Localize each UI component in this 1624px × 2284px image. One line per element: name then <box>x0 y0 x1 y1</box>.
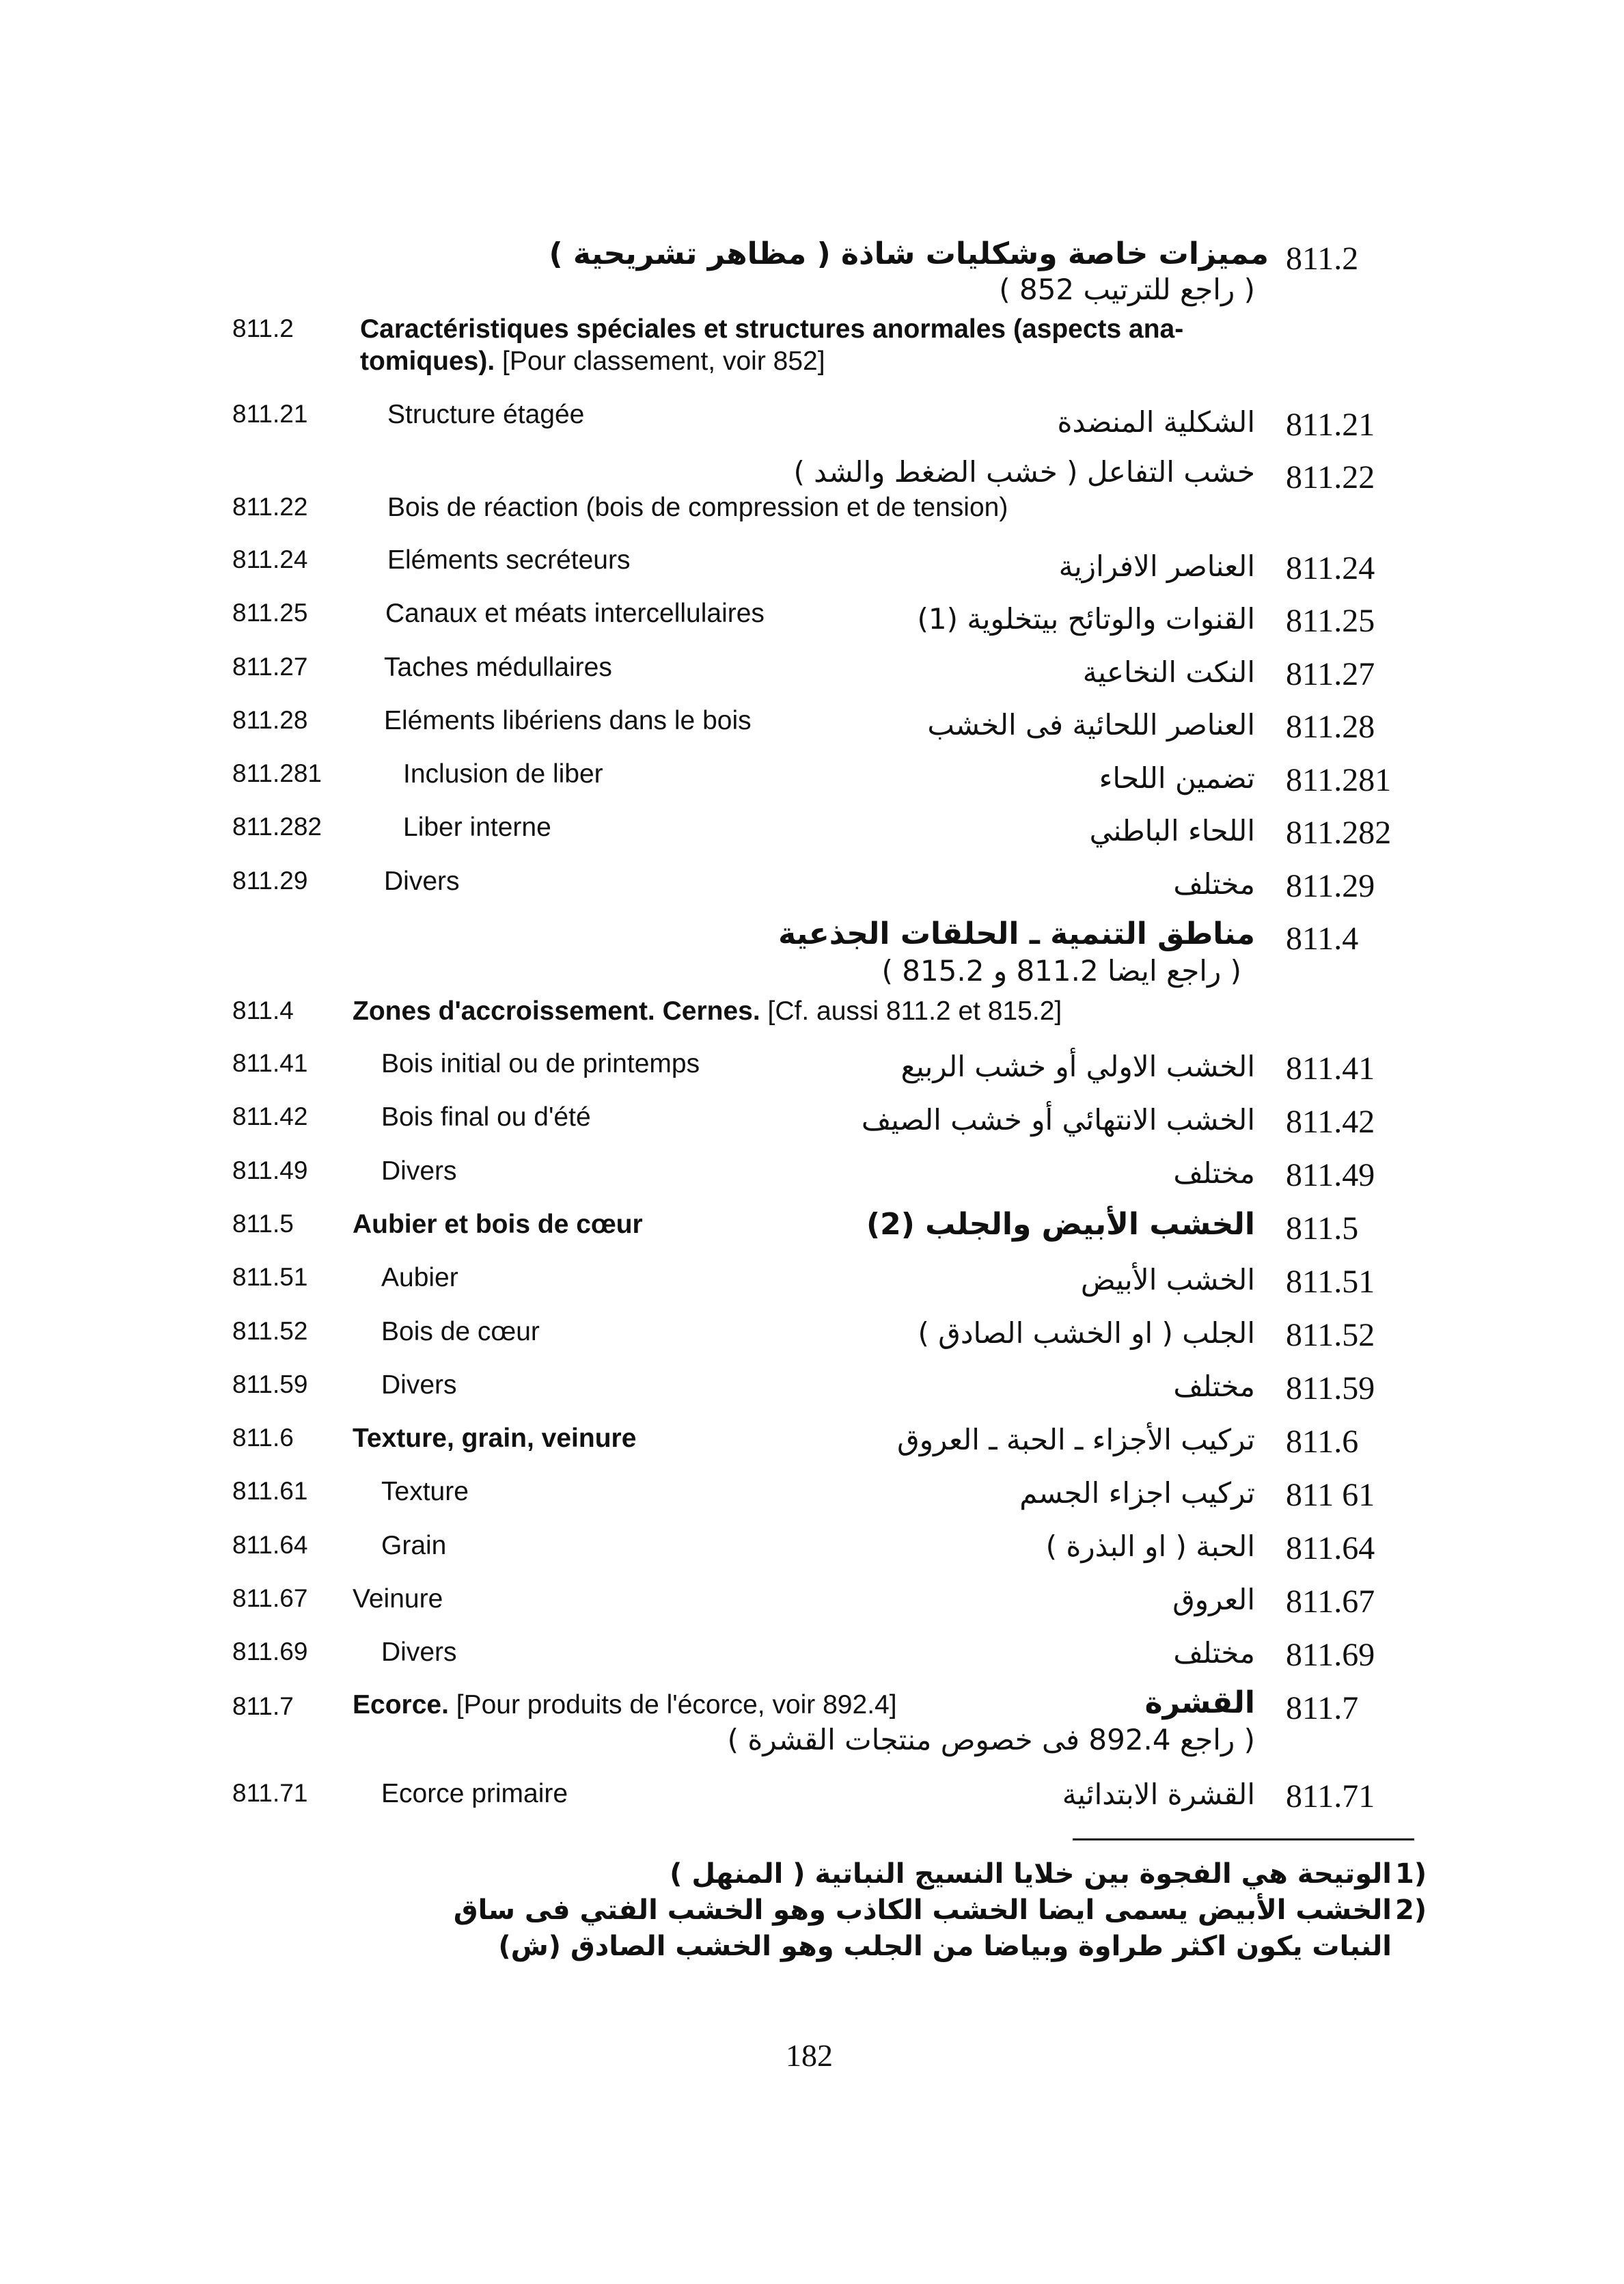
fr-entry-label: Inclusion de liber <box>403 759 603 789</box>
ar-entry-number: 811.24 <box>1286 550 1375 586</box>
ar-entry-number: 811 61 <box>1286 1477 1375 1513</box>
ar-entry-number: 811.25 <box>1286 603 1375 639</box>
ar-entry-number: 811.281 <box>1286 762 1392 798</box>
ar-reference: ( راجع 892.4 فى خصوص منتجات القشرة ) <box>727 1723 1255 1756</box>
fr-section-title: Caractéristiques spéciales et structures anormales (aspects ana- <box>360 314 1184 344</box>
ar-entry-label: الجلب ( او الخشب الصادق ) <box>918 1316 1255 1350</box>
fr-entry-number: 811.59 <box>232 1370 308 1398</box>
footnote-text: الوتيحة هي الفجوة بين خلايا النسيج النباتية ( المنهل ) <box>670 1858 1392 1890</box>
page-number: 182 <box>786 2038 833 2073</box>
fr-entry-number: 811.21 <box>232 400 308 428</box>
fr-section-title: Aubier et bois de cœur <box>353 1210 643 1239</box>
fr-section-title: Ecorce. [Pour produits de l'écorce, voir 892.4] <box>353 1690 897 1719</box>
fr-section-number: 811.2 <box>232 314 294 342</box>
ar-section-number: 811.6 <box>1286 1424 1359 1460</box>
fr-section-number: 811.4 <box>232 996 294 1024</box>
ar-entry-number: 811.27 <box>1286 656 1375 692</box>
ar-entry-label: مختلف <box>1173 867 1255 901</box>
ar-entry-label: اللحاء الباطني <box>1089 814 1255 847</box>
ar-entry-label: العناصر اللحائية فى الخشب <box>927 708 1255 742</box>
fr-entry-label: Grain <box>381 1531 447 1560</box>
fr-entry-label: Bois initial ou de printemps <box>381 1049 700 1078</box>
ar-entry-number: 811.64 <box>1286 1530 1375 1566</box>
fr-entry-label: Canaux et méats intercellulaires <box>385 599 765 628</box>
ar-entry-number: 811.28 <box>1286 709 1375 745</box>
ar-entry-number: 811.21 <box>1286 407 1375 443</box>
ar-entry-number: 811.67 <box>1286 1583 1375 1620</box>
ar-section-title: مميزات خاصة وشكليات شاذة ( مظاهر تشريحية ) <box>549 236 1269 271</box>
fr-entry-label: Bois de réaction (bois de compression et de tension) <box>387 493 1008 522</box>
fr-entry-label: Liber interne <box>403 813 551 842</box>
fr-entry-label: Taches médullaires <box>384 653 612 682</box>
fr-section-number: 811.7 <box>232 1692 294 1720</box>
fr-entry-number: 811.52 <box>232 1317 308 1345</box>
ar-entry-number: 811.22 <box>1286 459 1375 495</box>
ar-entry-label: العناصر الافرازية <box>1058 549 1255 583</box>
fr-entry-label: Texture <box>381 1477 469 1506</box>
fr-entry-number: 811.24 <box>232 545 308 573</box>
fr-entry-label: Eléments libériens dans le bois <box>384 706 752 735</box>
ar-entry-number: 811.41 <box>1286 1050 1375 1087</box>
fr-entry-number: 811.69 <box>232 1637 308 1666</box>
footnote-text: النبات يكون اكثر طراوة وبياضا من الجلب وهو الخشب الصادق (ش) <box>498 1931 1392 1962</box>
fr-entry-number: 811.61 <box>232 1477 308 1505</box>
footnote-number: (1 <box>1395 1858 1427 1890</box>
fr-entry-label: Divers <box>384 867 460 896</box>
fr-section-title-continued: tomiques). [Pour classement, voir 852] <box>360 346 825 376</box>
ar-section-number: 811.2 <box>1286 241 1359 277</box>
fr-entry-number: 811.41 <box>232 1049 308 1077</box>
fr-entry-label: Divers <box>381 1637 457 1667</box>
fr-entry-number: 811.29 <box>232 867 308 895</box>
fr-entry-label: Divers <box>381 1156 457 1186</box>
ar-section-title: تركيب الأجزاء ـ الحبة ـ العروق <box>897 1423 1255 1456</box>
ar-entry-number: 811.29 <box>1286 868 1375 904</box>
footnote-separator <box>1073 1838 1414 1840</box>
ar-entry-label: العروق <box>1172 1583 1255 1616</box>
fr-section-title: Zones d'accroissement. Cernes. [Cf. aussi 811.2 et 815.2] <box>353 996 1062 1026</box>
fr-entry-number: 811.71 <box>232 1779 308 1807</box>
ar-entry-label: تضمين اللحاء <box>1099 761 1255 795</box>
ar-section-number: 811.7 <box>1286 1690 1359 1726</box>
ar-entry-label: مختلف <box>1173 1156 1255 1190</box>
ar-reference: ( راجع للترتيب 852 ) <box>999 273 1255 306</box>
ar-entry-number: 811.52 <box>1286 1317 1375 1353</box>
ar-entry-label: الشكلية المنضدة <box>1057 405 1255 439</box>
fr-entry-number: 811.282 <box>232 813 322 841</box>
fr-entry-number: 811.28 <box>232 706 308 734</box>
ar-entry-label: الخشب الأبيض <box>1080 1263 1255 1296</box>
fr-entry-label: Veinure <box>353 1584 443 1614</box>
ar-entry-number: 811.42 <box>1286 1104 1375 1140</box>
ar-entry-number: 811.69 <box>1286 1637 1375 1673</box>
ar-reference: ( راجع ايضا 811.2 و 815.2 ) <box>881 954 1241 988</box>
fr-section-number: 811.6 <box>232 1424 294 1452</box>
fr-entry-label: Bois de cœur <box>381 1317 540 1346</box>
ar-entry-number: 811.49 <box>1286 1157 1375 1193</box>
fr-entry-number: 811.27 <box>232 653 308 681</box>
fr-entry-number: 811.49 <box>232 1156 308 1184</box>
ar-entry-label: الخشب الانتهائي أو خشب الصيف <box>861 1103 1255 1137</box>
ar-section-title: مناطق التنمية ـ الحلقات الجذعية <box>778 916 1255 951</box>
ar-section-number: 811.5 <box>1286 1210 1359 1247</box>
ar-entry-label: مختلف <box>1173 1636 1255 1670</box>
fr-entry-label: Divers <box>381 1370 457 1400</box>
ar-entry-label: القشرة الابتدائية <box>1062 1778 1255 1811</box>
ar-entry-number: 811.282 <box>1286 815 1392 851</box>
fr-entry-label: Ecorce primaire <box>381 1779 568 1808</box>
footnote-text: الخشب الأبيض يسمى ايضا الخشب الكاذب وهو الخشب الفتي فى ساق <box>453 1894 1392 1926</box>
fr-entry-number: 811.42 <box>232 1102 308 1130</box>
ar-section-title: القشرة <box>1144 1685 1255 1720</box>
ar-entry-label: خشب التفاعل ( خشب الضغط والشد ) <box>793 455 1255 489</box>
ar-entry-label: القنوات والوتائح بيتخلوية (1) <box>917 602 1255 636</box>
ar-entry-label: تركيب اجزاء الجسم <box>1019 1476 1255 1510</box>
ar-entry-label: النكت النخاعية <box>1082 655 1255 689</box>
fr-entry-label: Structure étagée <box>387 400 585 429</box>
fr-entry-number: 811.25 <box>232 599 308 627</box>
ar-entry-number: 811.59 <box>1286 1370 1375 1406</box>
fr-entry-label: Aubier <box>381 1263 458 1292</box>
fr-entry-number: 811.281 <box>232 759 322 787</box>
ar-entry-number: 811.71 <box>1286 1778 1375 1814</box>
footnote-number: (2 <box>1395 1894 1427 1926</box>
ar-entry-label: مختلف <box>1173 1370 1255 1403</box>
fr-entry-label: Bois final ou d'été <box>381 1102 591 1132</box>
fr-entry-number: 811.64 <box>232 1531 308 1559</box>
fr-section-title: Texture, grain, veinure <box>353 1424 637 1453</box>
ar-entry-label: الخشب الاولي أو خشب الربيع <box>900 1050 1255 1083</box>
fr-entry-number: 811.51 <box>232 1263 308 1291</box>
ar-section-number: 811.4 <box>1286 921 1359 957</box>
fr-entry-label: Eléments secréteurs <box>387 545 631 575</box>
fr-section-number: 811.5 <box>232 1210 294 1238</box>
fr-entry-number: 811.67 <box>232 1584 308 1612</box>
fr-entry-number: 811.22 <box>232 493 308 521</box>
ar-entry-label: الحبة ( او البذرة ) <box>1045 1530 1255 1563</box>
ar-section-title: الخشب الأبيض والجلب (2) <box>866 1207 1255 1242</box>
ar-entry-number: 811.51 <box>1286 1264 1375 1300</box>
